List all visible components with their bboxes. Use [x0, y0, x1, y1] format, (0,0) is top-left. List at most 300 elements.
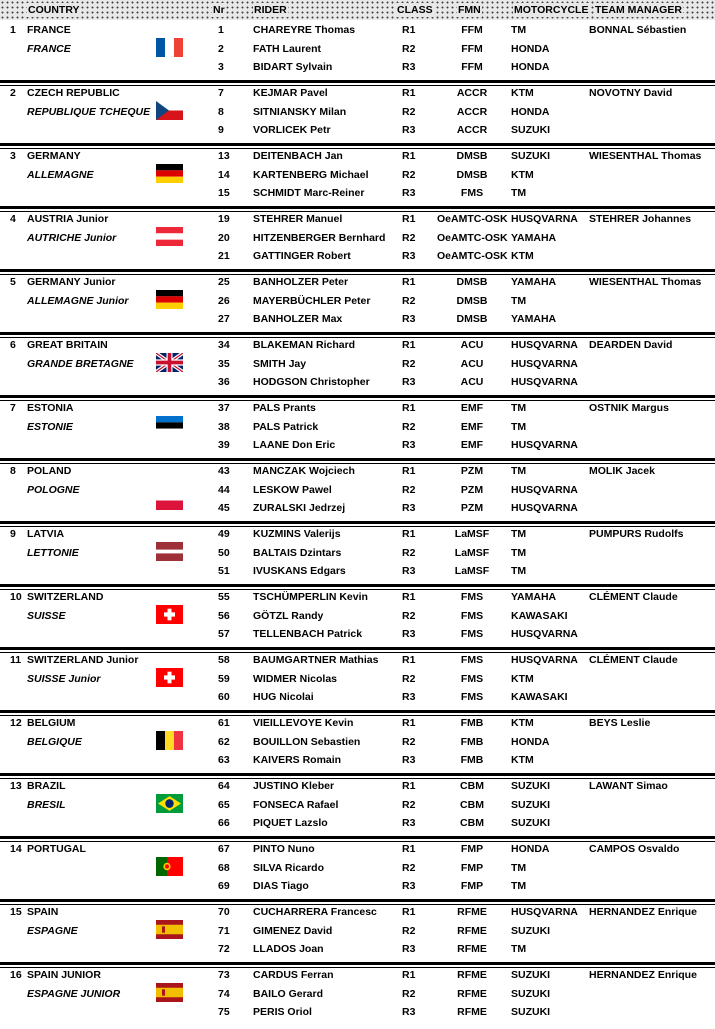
divider [0, 274, 715, 275]
rider-motorcycle: SUZUKI [511, 1006, 551, 1018]
rider-number: 64 [218, 780, 230, 792]
rider-name: HODGSON Christopher [253, 376, 370, 388]
rider-number: 45 [218, 502, 230, 514]
rider-number: 43 [218, 465, 230, 477]
team-number: 4 [10, 213, 16, 225]
rider-motorcycle: SUZUKI [511, 150, 551, 162]
rider-number: 75 [218, 1006, 230, 1018]
team-manager: LAWANT Simao [589, 780, 668, 792]
rider-fmn: ACCR [456, 124, 488, 136]
rider-name: SMITH Jay [253, 358, 307, 370]
country-name: SPAIN [27, 906, 59, 918]
divider [0, 773, 715, 776]
rider-class: R2 [402, 610, 416, 622]
rider-class: R2 [402, 673, 416, 685]
rider-motorcycle: TM [511, 421, 527, 433]
rider-fmn: ACU [460, 358, 484, 370]
divider [0, 85, 715, 86]
team-block [0, 87, 715, 147]
divider [0, 400, 715, 401]
rider-fmn: CBM [460, 780, 484, 792]
rider-number: 73 [218, 969, 230, 981]
rider-number: 37 [218, 402, 230, 414]
rider-name: BOUILLON Sebastien [253, 736, 361, 748]
country-name: CZECH REPUBLIC [27, 87, 120, 99]
rider-class: R1 [402, 339, 416, 351]
rider-name: ZURALSKI Jedrzej [253, 502, 346, 514]
rider-motorcycle: SUZUKI [511, 925, 551, 937]
rider-class: R3 [402, 439, 416, 451]
rider-number: 60 [218, 691, 230, 703]
rider-motorcycle: HUSQVARNA [511, 376, 578, 388]
rider-class: R3 [402, 124, 416, 136]
country-name-french: SUISSE [27, 610, 66, 622]
team-manager: DEARDEN David [589, 339, 673, 351]
team-manager: PUMPURS Rudolfs [589, 528, 684, 540]
rider-number: 44 [218, 484, 230, 496]
rider-fmn: RFME [457, 1006, 487, 1018]
rider-class: R3 [402, 880, 416, 892]
rider-number: 34 [218, 339, 230, 351]
rider-motorcycle: YAMAHA [511, 232, 557, 244]
rider-fmn: RFME [457, 943, 487, 955]
team-block [0, 213, 715, 273]
rider-number: 13 [218, 150, 230, 162]
rider-name: BLAKEMAN Richard [253, 339, 356, 351]
team-block [0, 339, 715, 399]
rider-name: PIQUET Lazslo [253, 817, 328, 829]
team-manager: MOLIK Jacek [589, 465, 655, 477]
rider-number: 36 [218, 376, 230, 388]
rider-class: R2 [402, 106, 416, 118]
rider-name: VIEILLEVOYE Kevin [253, 717, 354, 729]
country-name-french: GRANDE BRETAGNE [27, 358, 134, 370]
rider-motorcycle: KTM [511, 169, 534, 181]
rider-fmn: ACCR [456, 87, 488, 99]
latvia-flag-icon [156, 542, 183, 561]
country-name-french: ESPAGNE [27, 925, 78, 937]
rider-motorcycle: SUZUKI [511, 124, 551, 136]
team-number: 2 [10, 87, 16, 99]
header-team-manager: TEAM MANAGER [595, 4, 682, 16]
divider [0, 652, 715, 653]
divider [0, 521, 715, 524]
rider-class: R1 [402, 465, 416, 477]
rider-fmn: FMS [460, 187, 484, 199]
country-name: AUSTRIA Junior [27, 213, 109, 225]
rider-number: 19 [218, 213, 230, 225]
germany-flag-icon [156, 164, 183, 183]
rider-fmn: RFME [457, 925, 487, 937]
rider-fmn: ACU [460, 339, 484, 351]
rider-motorcycle: HUSQVARNA [511, 502, 578, 514]
spain-flag-icon [156, 920, 183, 939]
team-block [0, 528, 715, 588]
team-number: 5 [10, 276, 16, 288]
team-number: 3 [10, 150, 16, 162]
country-name-french: REPUBLIQUE TCHEQUE [27, 106, 151, 118]
divider [0, 211, 715, 212]
rider-name: JUSTINO Kleber [253, 780, 335, 792]
country-name-french: AUTRICHE Junior [27, 232, 117, 244]
rider-name: PINTO Nuno [253, 843, 315, 855]
rider-number: 2 [218, 43, 224, 55]
rider-class: R1 [402, 654, 416, 666]
rider-name: FONSECA Rafael [253, 799, 339, 811]
country-name-french: ALLEMAGNE Junior [27, 295, 129, 307]
team-manager: BONNAL Sébastien [589, 24, 687, 36]
poland-flag-icon [156, 491, 183, 510]
rider-number: 9 [218, 124, 224, 136]
divider [0, 715, 715, 716]
team-block [0, 150, 715, 210]
rider-name: KEJMAR Pavel [253, 87, 328, 99]
rider-fmn: FMB [460, 736, 484, 748]
rider-class: R3 [402, 754, 416, 766]
header-class: CLASS [397, 4, 433, 16]
rider-number: 7 [218, 87, 224, 99]
rider-motorcycle: KTM [511, 754, 534, 766]
rider-motorcycle: TM [511, 402, 527, 414]
rider-name: BIDART Sylvain [253, 61, 333, 73]
rider-class: R2 [402, 43, 416, 55]
country-name-french: ESPAGNE JUNIOR [27, 988, 121, 1000]
rider-fmn: PZM [460, 502, 484, 514]
rider-number: 71 [218, 925, 230, 937]
rider-fmn: DMSB [456, 313, 488, 325]
rider-name: FATH Laurent [253, 43, 322, 55]
team-manager: BEYS Leslie [589, 717, 651, 729]
rider-number: 38 [218, 421, 230, 433]
rider-name: VORLICEK Petr [253, 124, 331, 136]
team-block [0, 969, 715, 1029]
team-block [0, 717, 715, 777]
rider-fmn: CBM [460, 799, 484, 811]
rider-fmn: FMS [460, 628, 484, 640]
country-name-french: ALLEMAGNE [27, 169, 94, 181]
rider-fmn: LaMSF [454, 528, 490, 540]
rider-fmn: DMSB [456, 276, 488, 288]
header-country: COUNTRY [28, 4, 80, 16]
team-manager: NOVOTNY David [589, 87, 673, 99]
rider-number: 3 [218, 61, 224, 73]
rider-name: GATTINGER Robert [253, 250, 351, 262]
table-header [0, 0, 715, 20]
team-number: 12 [10, 717, 22, 729]
rider-fmn: FMB [460, 717, 484, 729]
rider-class: R1 [402, 969, 416, 981]
team-manager: OSTNIK Margus [589, 402, 669, 414]
rider-number: 49 [218, 528, 230, 540]
rider-fmn: FMP [460, 843, 484, 855]
rider-motorcycle: TM [511, 24, 527, 36]
team-number: 10 [10, 591, 22, 603]
country-name: BELGIUM [27, 717, 76, 729]
rider-number: 57 [218, 628, 230, 640]
rider-motorcycle: TM [511, 943, 527, 955]
rider-class: R2 [402, 547, 416, 559]
rider-motorcycle: HUSQVARNA [511, 654, 578, 666]
divider [0, 526, 715, 527]
rider-motorcycle: HUSQVARNA [511, 484, 578, 496]
rider-name: TSCHÜMPERLIN Kevin [253, 591, 368, 603]
header-rider: RIDER [254, 4, 287, 16]
rider-class: R1 [402, 87, 416, 99]
rider-class: R2 [402, 169, 416, 181]
divider [0, 337, 715, 338]
uk-flag-icon [156, 353, 183, 372]
rider-class: R2 [402, 484, 416, 496]
rider-fmn: ACU [460, 376, 484, 388]
country-name: POLAND [27, 465, 72, 477]
country-name: LATVIA [27, 528, 65, 540]
rider-name: SILVA Ricardo [253, 862, 324, 874]
rider-fmn: DMSB [456, 295, 488, 307]
rider-name: HUG Nicolai [253, 691, 314, 703]
divider [0, 589, 715, 590]
divider [0, 148, 715, 149]
team-block [0, 843, 715, 903]
team-number: 14 [10, 843, 22, 855]
rider-fmn: FMS [460, 691, 484, 703]
rider-fmn: LaMSF [454, 565, 490, 577]
germany-flag-icon [156, 290, 183, 309]
rider-fmn: OeAMTC-OSK [437, 250, 508, 262]
rider-motorcycle: HONDA [511, 106, 550, 118]
rider-class: R2 [402, 736, 416, 748]
rider-fmn: DMSB [456, 169, 488, 181]
team-manager: CAMPOS Osvaldo [589, 843, 680, 855]
rider-motorcycle: SUZUKI [511, 780, 551, 792]
rider-fmn: EMF [460, 402, 484, 414]
rider-class: R3 [402, 817, 416, 829]
rider-class: R3 [402, 565, 416, 577]
rider-number: 25 [218, 276, 230, 288]
team-manager: CLÉMENT Claude [589, 591, 678, 603]
rider-motorcycle: KTM [511, 717, 534, 729]
rider-class: R1 [402, 402, 416, 414]
france-flag-icon [156, 38, 183, 57]
rider-name: LLADOS Joan [253, 943, 324, 955]
rider-motorcycle: TM [511, 547, 527, 559]
rider-name: GIMENEZ David [253, 925, 333, 937]
rider-number: 51 [218, 565, 230, 577]
rider-class: R2 [402, 925, 416, 937]
rider-name: KAIVERS Romain [253, 754, 342, 766]
rider-class: R3 [402, 187, 416, 199]
rider-number: 21 [218, 250, 230, 262]
belgium-flag-icon [156, 731, 183, 750]
divider [0, 458, 715, 461]
rider-class: R1 [402, 780, 416, 792]
divider [0, 710, 715, 713]
rider-number: 74 [218, 988, 230, 1000]
rider-number: 61 [218, 717, 230, 729]
divider [0, 143, 715, 146]
team-number: 11 [10, 654, 22, 666]
rider-fmn: EMF [460, 421, 484, 433]
rider-fmn: FMS [460, 654, 484, 666]
swiss-flag-icon [156, 605, 183, 624]
rider-motorcycle: KTM [511, 673, 534, 685]
rider-motorcycle: HONDA [511, 61, 550, 73]
divider [0, 647, 715, 650]
rider-number: 68 [218, 862, 230, 874]
rider-motorcycle: KTM [511, 87, 534, 99]
team-block [0, 780, 715, 840]
rider-name: SCHMIDT Marc-Reiner [253, 187, 365, 199]
rider-class: R3 [402, 61, 416, 73]
header-motorcycle: MOTORCYCLE [514, 4, 589, 16]
team-manager: WIESENTHAL Thomas [589, 150, 702, 162]
rider-class: R3 [402, 1006, 416, 1018]
rider-number: 55 [218, 591, 230, 603]
rider-name: KUZMINS Valerijs [253, 528, 341, 540]
divider [0, 395, 715, 398]
rider-name: KARTENBERG Michael [253, 169, 369, 181]
rider-motorcycle: KAWASAKI [511, 691, 568, 703]
rider-name: DIAS Tiago [253, 880, 309, 892]
rider-number: 14 [218, 169, 230, 181]
rider-motorcycle: SUZUKI [511, 817, 551, 829]
team-manager: STEHRER Johannes [589, 213, 692, 225]
rider-number: 8 [218, 106, 224, 118]
rider-class: R1 [402, 843, 416, 855]
rider-motorcycle: TM [511, 528, 527, 540]
divider [0, 269, 715, 272]
rider-fmn: LaMSF [454, 547, 490, 559]
rider-name: HITZENBERGER Bernhard [253, 232, 386, 244]
rider-motorcycle: HUSQVARNA [511, 358, 578, 370]
team-number: 7 [10, 402, 16, 414]
country-name: BRAZIL [27, 780, 66, 792]
header-nr: Nr [213, 4, 225, 16]
rider-motorcycle: YAMAHA [511, 591, 557, 603]
rider-name: SITNIANSKY Milan [253, 106, 347, 118]
rider-class: R3 [402, 313, 416, 325]
rider-class: R2 [402, 232, 416, 244]
divider [0, 206, 715, 209]
rider-class: R3 [402, 376, 416, 388]
divider [0, 836, 715, 839]
divider [0, 967, 715, 968]
divider [0, 899, 715, 902]
rider-fmn: FMP [460, 862, 484, 874]
rider-motorcycle: HUSQVARNA [511, 439, 578, 451]
rider-fmn: FFM [461, 43, 483, 55]
country-name: SPAIN JUNIOR [27, 969, 101, 981]
rider-number: 70 [218, 906, 230, 918]
country-name: GERMANY Junior [27, 276, 116, 288]
rider-class: R1 [402, 906, 416, 918]
rider-fmn: EMF [460, 439, 484, 451]
rider-number: 27 [218, 313, 230, 325]
rider-name: CHAREYRE Thomas [253, 24, 356, 36]
rider-name: PALS Prants [253, 402, 316, 414]
portugal-flag-icon [156, 857, 183, 876]
team-block [0, 465, 715, 525]
team-number: 8 [10, 465, 16, 477]
team-number: 13 [10, 780, 22, 792]
rider-fmn: FMS [460, 610, 484, 622]
country-name-french: FRANCE [27, 43, 71, 55]
rider-name: BAILO Gerard [253, 988, 324, 1000]
rider-name: BALTAIS Dzintars [253, 547, 342, 559]
swiss-flag-icon [156, 668, 183, 687]
rider-number: 1 [218, 24, 224, 36]
team-block [0, 591, 715, 651]
rider-name: STEHRER Manuel [253, 213, 343, 225]
rider-class: R2 [402, 862, 416, 874]
rider-name: LAANE Don Eric [253, 439, 336, 451]
divider [0, 584, 715, 587]
rider-number: 66 [218, 817, 230, 829]
rider-number: 63 [218, 754, 230, 766]
rider-name: TELLENBACH Patrick [253, 628, 363, 640]
rider-class: R1 [402, 591, 416, 603]
rider-fmn: CBM [460, 817, 484, 829]
estonia-flag-icon [156, 416, 183, 435]
rider-class: R3 [402, 250, 416, 262]
rider-fmn: FMS [460, 591, 484, 603]
country-name-french: LETTONIE [27, 547, 79, 559]
rider-motorcycle: HONDA [511, 736, 550, 748]
team-number: 16 [10, 969, 22, 981]
rider-class: R3 [402, 691, 416, 703]
country-name: PORTUGAL [27, 843, 86, 855]
team-manager: CLÉMENT Claude [589, 654, 678, 666]
rider-number: 72 [218, 943, 230, 955]
rider-name: LESKOW Pawel [253, 484, 332, 496]
rider-motorcycle: SUZUKI [511, 799, 551, 811]
rider-number: 58 [218, 654, 230, 666]
team-block [0, 24, 715, 84]
country-name: GERMANY [27, 150, 81, 162]
rider-motorcycle: TM [511, 187, 527, 199]
rider-fmn: RFME [457, 988, 487, 1000]
rider-motorcycle: SUZUKI [511, 969, 551, 981]
rider-class: R1 [402, 150, 416, 162]
rider-number: 20 [218, 232, 230, 244]
rider-name: CARDUS Ferran [253, 969, 334, 981]
rider-number: 15 [218, 187, 230, 199]
country-name-french: BRESIL [27, 799, 66, 811]
country-name-french: POLOGNE [27, 484, 80, 496]
rider-motorcycle: TM [511, 862, 527, 874]
rider-fmn: FFM [461, 24, 483, 36]
country-name: SWITZERLAND [27, 591, 104, 603]
rider-fmn: OeAMTC-OSK [437, 232, 508, 244]
divider [0, 80, 715, 83]
rider-fmn: OeAMTC-OSK [437, 213, 508, 225]
team-number: 9 [10, 528, 16, 540]
rider-class: R1 [402, 717, 416, 729]
divider [0, 841, 715, 842]
rider-number: 69 [218, 880, 230, 892]
rider-name: BANHOLZER Peter [253, 276, 349, 288]
country-name: FRANCE [27, 24, 71, 36]
rider-number: 62 [218, 736, 230, 748]
rider-motorcycle: HONDA [511, 843, 550, 855]
rider-name: DEITENBACH Jan [253, 150, 343, 162]
team-block [0, 402, 715, 462]
team-manager: HERNANDEZ Enrique [589, 906, 697, 918]
rider-class: R2 [402, 421, 416, 433]
rider-fmn: RFME [457, 969, 487, 981]
rider-motorcycle: KTM [511, 250, 534, 262]
team-number: 1 [10, 24, 16, 36]
rider-fmn: FMB [460, 754, 484, 766]
